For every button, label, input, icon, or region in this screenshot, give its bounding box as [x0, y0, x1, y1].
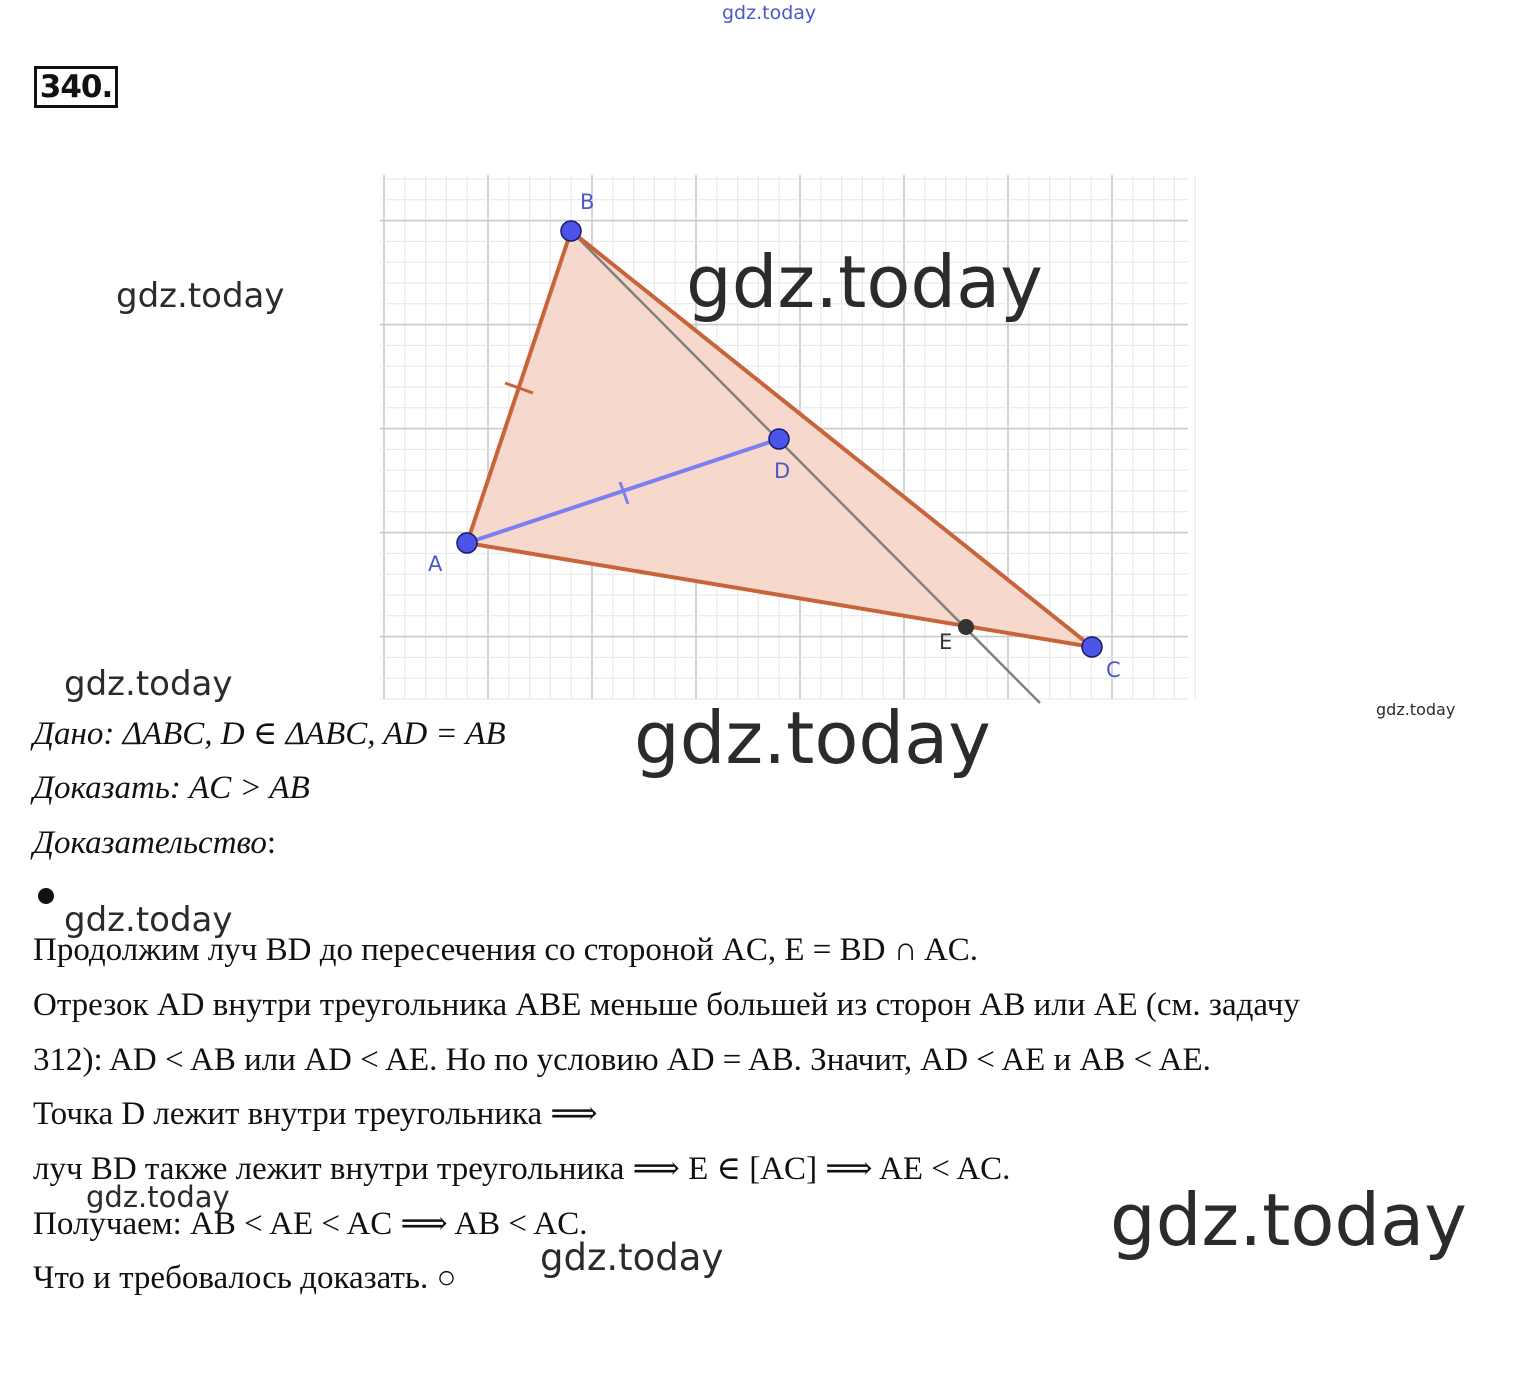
proof-label: Доказательство	[33, 825, 267, 861]
given-label: Дано	[33, 716, 104, 752]
point-d	[769, 429, 789, 449]
proof-line-4: Точка D лежит внутри треугольника ⟹	[33, 1096, 598, 1132]
prove-text: : AC > AB	[169, 770, 310, 806]
point-c	[1082, 637, 1102, 657]
watermark-left: gdz.today	[116, 276, 285, 316]
given-line	[33, 714, 506, 754]
watermark-mid: gdz.today	[634, 696, 991, 780]
proof-colon: :	[266, 825, 277, 861]
proof-heading	[33, 823, 276, 863]
given-text: : ΔABC, D ∈ ΔABC, AD = AB	[103, 716, 506, 752]
label-c: C	[1106, 658, 1121, 682]
proof-line-2: Отрезок AD внутри треугольника ABE меньше большей из сторон AB или AE (см. задачу	[33, 987, 1300, 1023]
watermark-given: gdz.today	[64, 664, 233, 704]
watermark-small-right: gdz.today	[1376, 700, 1456, 719]
proof-line-7: Что и требовалось доказать. ○	[33, 1260, 457, 1296]
point-a	[457, 533, 477, 553]
watermark-proof: gdz.today	[64, 900, 233, 940]
prove-label: Доказать	[33, 770, 170, 806]
proof-line-5: луч BD также лежит внутри треугольника ⟹ E ∈ [AC] ⟹ AE < AC.	[33, 1151, 1011, 1187]
label-e: E	[939, 630, 953, 654]
proof-line-6: Получаем: AB < AE < AC ⟹ AB < AC.	[33, 1206, 588, 1242]
proof-line-1: Продолжим луч BD до пересечения со стороной AC, E = BD ∩ AC.	[33, 932, 979, 968]
label-d: D	[774, 459, 791, 483]
watermark-bottom-left: gdz.today	[86, 1180, 230, 1214]
bullet	[38, 888, 54, 904]
watermark-bottom-mid: gdz.today	[540, 1236, 724, 1279]
point-b	[561, 221, 581, 241]
label-b: B	[580, 190, 595, 214]
watermark-top: gdz.today	[722, 2, 817, 24]
proof-line-3: 312): AD < AB или AD < AE. Но по условию AD = AB. Значит, AD < AE и AB < AE.	[33, 1042, 1211, 1078]
point-e	[958, 619, 974, 635]
label-a: A	[428, 552, 443, 576]
watermark-figure: gdz.today	[686, 240, 1043, 324]
problem-number: 340.	[34, 66, 118, 108]
watermark-bottom-right: gdz.today	[1110, 1178, 1467, 1262]
prove-line	[33, 768, 310, 808]
